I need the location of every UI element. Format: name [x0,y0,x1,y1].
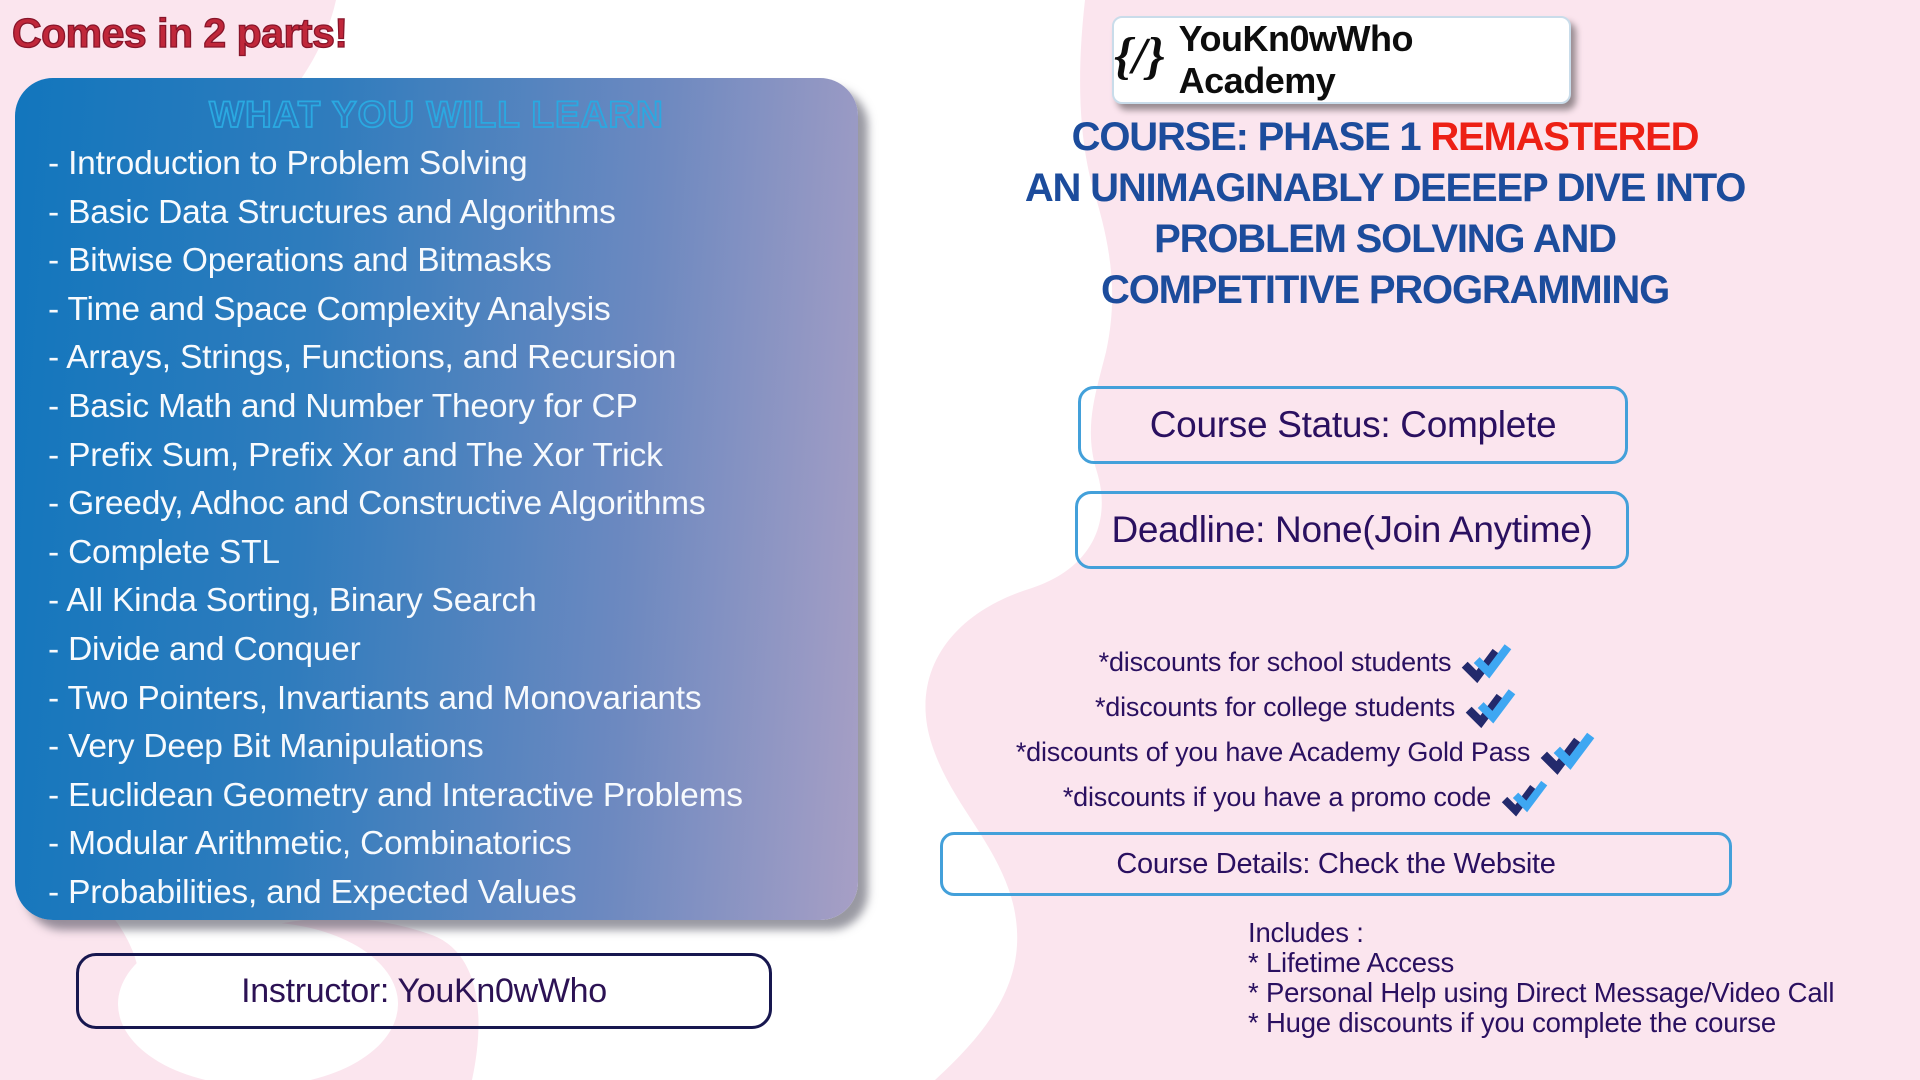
course-title-line-2: AN UNIMAGINABLY DEEEEP DIVE INTO [1024,166,1746,210]
learn-topic: - Basic Data Structures and Algorithms [48,193,616,231]
discount-row [950,775,1660,820]
includes-section [1248,918,1834,1038]
learn-topic: - Probabilities, and Expected Values [48,873,577,911]
double-checkmark-icon [1503,779,1547,817]
what-you-will-learn-panel [15,78,858,920]
instructor-label: Instructor: YouKn0wWho [241,971,607,1010]
course-title-line-3: PROBLEM SOLVING AND [1154,217,1616,261]
learn-topic: - Bitwise Operations and Bitmasks [48,242,552,280]
course-details-box [940,832,1732,896]
discount-row [950,640,1660,685]
deadline-label: Deadline: None(Join Anytime) [1111,509,1593,550]
learn-topics-list [15,140,858,918]
learn-topic: - Euclidean Geometry and Interactive Problems [48,776,743,814]
course-details-label: Course Details: Check the Website [1116,847,1556,880]
course-status-label: Course Status: Complete [1149,404,1557,445]
double-checkmark-icon [1463,643,1511,683]
double-checkmark-icon [1542,732,1594,774]
learn-topic: - Divide and Conquer [48,630,361,668]
learn-topic: - Complete STL [48,533,280,571]
discounts-section [950,640,1660,820]
includes-heading: Includes : [1248,917,1364,948]
course-title-line-4: COMPETITIVE PROGRAMMING [1101,268,1669,312]
deadline-box [1075,491,1629,569]
learn-panel-title: WHAT YOU WILL LEARN [209,94,664,135]
academy-logo-box [1112,16,1571,104]
learn-topic: - Time and Space Complexity Analysis [48,290,611,328]
discount-label: *discounts if you have a promo code [1062,782,1492,812]
academy-logo-icon: {/} [1114,28,1165,85]
includes-item: * Lifetime Access [1248,947,1454,978]
learn-topic: - Very Deep Bit Manipulations [48,728,484,766]
course-title [970,112,1800,316]
learn-topic: - Two Pointers, Invartiants and Monovariants [48,679,702,717]
learn-topic: - All Kinda Sorting, Binary Search [48,582,537,620]
double-checkmark-icon [1467,688,1515,728]
discount-row [950,685,1660,730]
learn-topic: - Introduction to Problem Solving [48,145,528,182]
discount-label: *discounts for school students [1098,647,1452,677]
course-title-prefix: COURSE: PHASE 1 [1071,115,1431,159]
comes-in-banner: Comes in 2 parts! [12,10,348,56]
learn-topic: - Greedy, Adhoc and Constructive Algorithms [48,485,706,523]
academy-name: YouKn0wWho Academy [1178,18,1413,101]
discount-row [950,730,1660,775]
course-status-box [1078,386,1628,464]
learn-topic: - Modular Arithmetic, Combinatorics [48,825,572,863]
discount-label: *discounts for college students [1094,692,1455,722]
learn-topic: - Basic Math and Number Theory for CP [48,387,638,425]
course-title-line-1 [970,112,1800,163]
learn-topic: - Arrays, Strings, Functions, and Recursion [48,339,677,377]
includes-item: * Huge discounts if you complete the course [1248,1007,1776,1038]
includes-item: * Personal Help using Direct Message/Video Call [1248,977,1835,1008]
course-title-remastered: REMASTERED [1430,115,1699,159]
instructor-box [76,953,772,1029]
discount-label: *discounts of you have Academy Gold Pass [1015,737,1531,767]
learn-topic: - Prefix Sum, Prefix Xor and The Xor Trick [48,436,663,474]
